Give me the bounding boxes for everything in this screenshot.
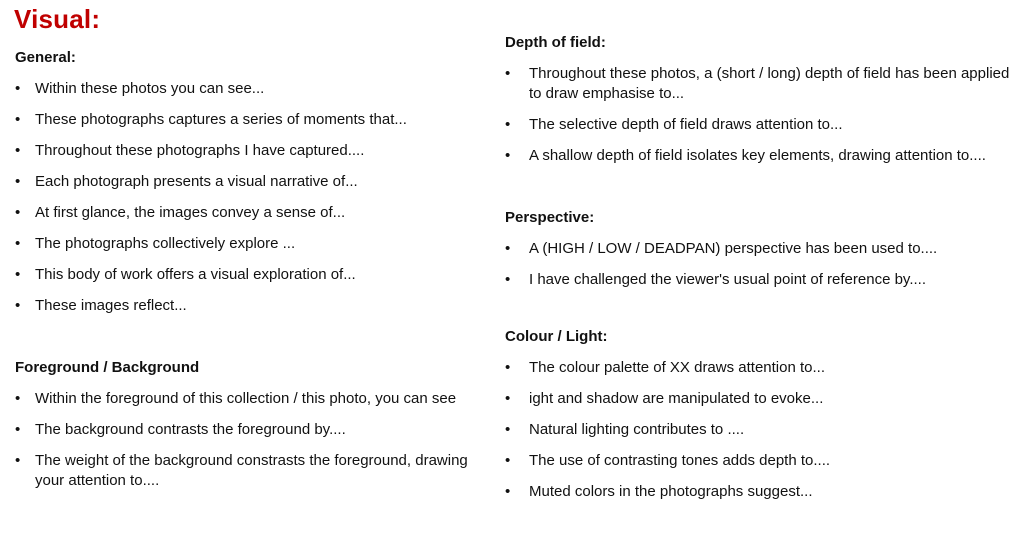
- bullet-icon: •: [505, 359, 511, 376]
- section-heading-perspective: Perspective:: [505, 209, 595, 226]
- bullet-icon: •: [505, 271, 511, 288]
- section-heading-general: General:: [15, 49, 76, 66]
- bullet-icon: •: [15, 390, 21, 407]
- list-item: • Within these photos you can see...: [15, 80, 265, 97]
- section-heading-depth-of-field: Depth of field:: [505, 34, 606, 51]
- list-item: • The colour palette of XX draws attention to...: [505, 359, 826, 376]
- bullet-icon: •: [505, 483, 511, 500]
- bullet-icon: •: [15, 204, 21, 221]
- list-item: • I have challenged the viewer's usual point of reference by....: [505, 271, 926, 288]
- section-heading-colour-light: Colour / Light:: [505, 328, 608, 345]
- list-item: • ight and shadow are manipulated to evoke...: [505, 390, 824, 407]
- bullet-icon: •: [15, 266, 21, 283]
- bullet-icon: •: [505, 116, 511, 133]
- right-column: [505, 33, 1010, 502]
- bullet-icon: •: [505, 390, 511, 407]
- bullet-icon: •: [15, 297, 21, 314]
- list-item: • Within the foreground of this collection / this photo, you can see: [15, 390, 457, 407]
- left-column: [15, 48, 485, 491]
- list-item: • Throughout these photos, a (short / long) depth of field has been applied to draw emphasise to...: [505, 65, 1010, 102]
- list-item: • Each photograph presents a visual narrative of...: [15, 173, 358, 190]
- list-item: • The background contrasts the foreground by....: [15, 421, 346, 438]
- list-item: • This body of work offers a visual exploration of...: [15, 266, 356, 283]
- list-item: • At first glance, the images convey a sense of...: [15, 204, 346, 221]
- perspective-list: [505, 239, 1010, 290]
- list-item: • These photographs captures a series of moments that...: [15, 111, 407, 128]
- section-heading-foreground-background: Foreground / Background: [15, 359, 200, 376]
- list-item: • A shallow depth of field isolates key elements, drawing attention to....: [505, 147, 986, 164]
- bullet-icon: •: [505, 452, 511, 469]
- page-title: Visual:: [14, 4, 101, 34]
- bullet-icon: •: [15, 111, 21, 128]
- list-item: • The use of contrasting tones adds depth to....: [505, 452, 831, 469]
- list-item: • The selective depth of field draws attention to...: [505, 116, 843, 133]
- bullet-icon: •: [15, 235, 21, 252]
- list-item: • Throughout these photographs I have captured....: [15, 142, 365, 159]
- foreground-background-list: [15, 389, 485, 491]
- bullet-icon: •: [15, 452, 21, 469]
- colour-light-list: [505, 358, 1010, 502]
- general-list: [15, 79, 485, 316]
- bullet-icon: •: [15, 173, 21, 190]
- bullet-icon: •: [15, 142, 21, 159]
- bullet-icon: •: [505, 240, 511, 257]
- list-item: • These images reflect...: [15, 297, 187, 314]
- list-item: • Muted colors in the photographs suggest...: [505, 483, 813, 500]
- list-item: • Natural lighting contributes to ....: [505, 421, 745, 438]
- bullet-icon: •: [15, 80, 21, 97]
- bullet-icon: •: [505, 421, 511, 438]
- bullet-icon: •: [505, 147, 511, 164]
- bullet-icon: •: [15, 421, 21, 438]
- bullet-icon: •: [505, 65, 511, 82]
- list-item: • The photographs collectively explore ...: [15, 235, 296, 252]
- list-item: • The weight of the background constrasts the foreground, drawing your attention to....: [15, 452, 468, 489]
- depth-of-field-list: [505, 64, 1010, 166]
- list-item: • A (HIGH / LOW / DEADPAN) perspective has been used to....: [505, 240, 938, 257]
